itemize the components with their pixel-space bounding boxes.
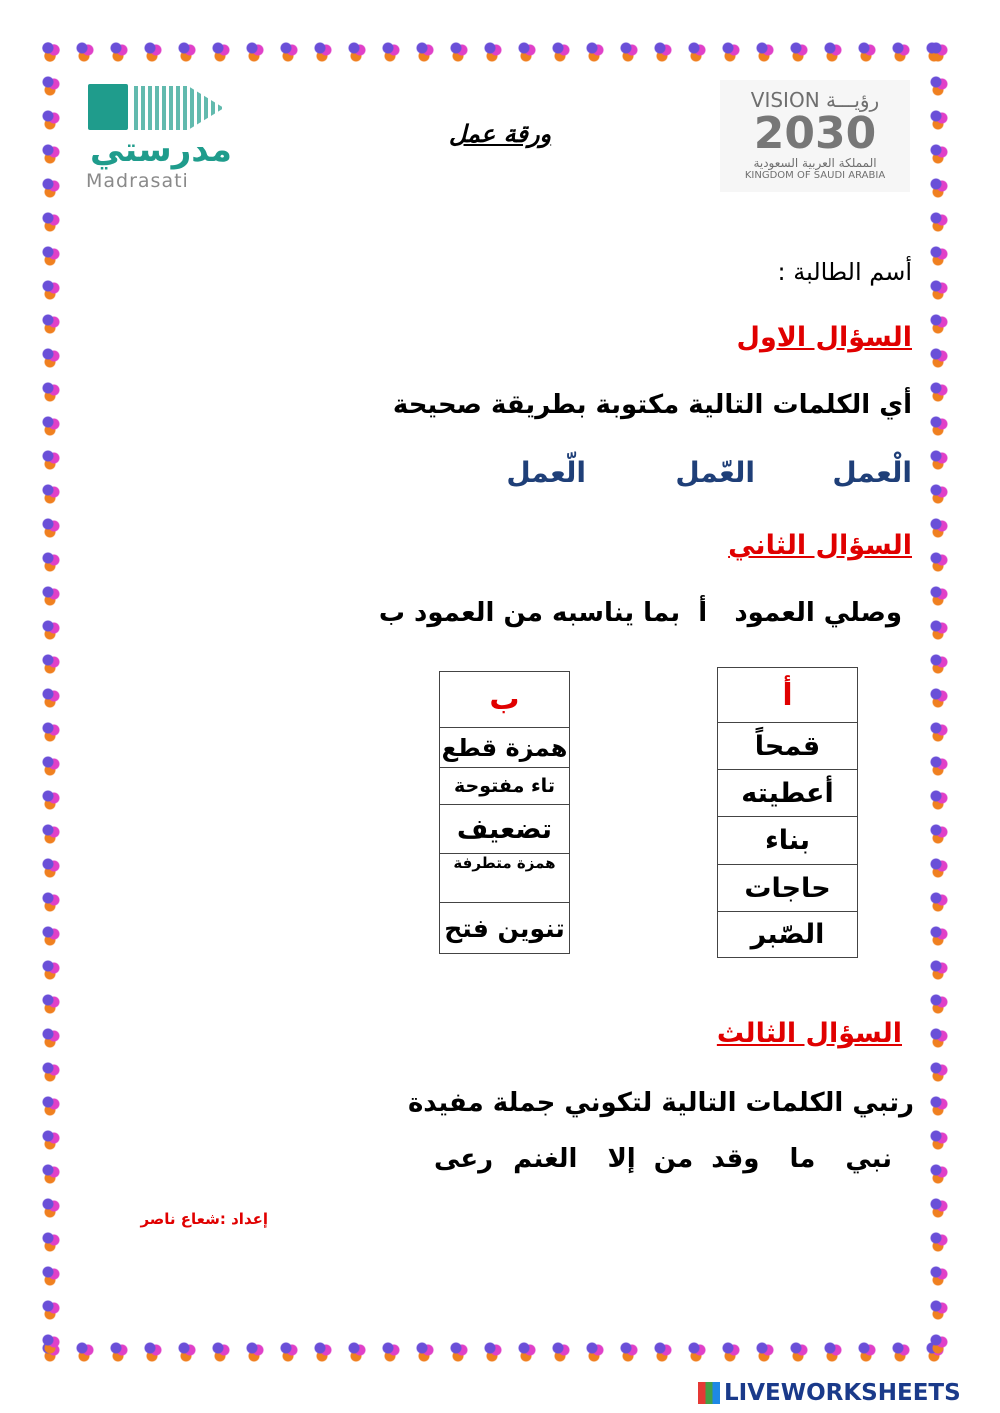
vision-2030-logo bbox=[720, 80, 910, 192]
logo-arabic: مدرستي bbox=[90, 130, 232, 170]
balloon-border-bottom bbox=[40, 1340, 960, 1364]
q2-heading: السؤال الثاني bbox=[728, 530, 912, 561]
column-b-header: ب bbox=[440, 672, 570, 728]
column-b-table bbox=[439, 671, 570, 954]
watermark-text: LIVEWORKSHEETS bbox=[724, 1380, 961, 1406]
q1-heading: السؤال الاول bbox=[736, 322, 912, 353]
column-a-item[interactable]: حاجات bbox=[718, 865, 858, 912]
book-icon bbox=[88, 84, 128, 130]
q1-option[interactable]: العّمل bbox=[675, 456, 755, 489]
q3-prompt: رتبي الكلمات التالية لتكوني جملة مفيدة bbox=[407, 1088, 914, 1118]
liveworksheets-watermark bbox=[698, 1380, 961, 1406]
q1-prompt: أي الكلمات التالية مكتوبة بطريقة صحيحة bbox=[392, 390, 912, 420]
vision-text: VISION رؤيـــة bbox=[750, 88, 880, 112]
page-title: ورقة عمل bbox=[448, 120, 552, 148]
word[interactable]: رعى bbox=[434, 1144, 494, 1174]
balloon-border-right bbox=[928, 40, 952, 1364]
column-a-item[interactable]: بناء bbox=[718, 817, 858, 865]
liveworksheets-logo-icon bbox=[698, 1382, 720, 1404]
column-a-item[interactable]: قمحاً bbox=[718, 723, 858, 770]
word[interactable]: إلا bbox=[607, 1144, 636, 1174]
logo-english: Madrasati bbox=[86, 170, 189, 192]
column-b-item[interactable]: همزة متطرفة bbox=[440, 854, 570, 903]
column-b-item[interactable]: تضعيف bbox=[440, 805, 570, 854]
logo-dots bbox=[134, 86, 224, 130]
column-a-header: أ bbox=[718, 668, 858, 723]
word[interactable]: ما bbox=[789, 1144, 816, 1174]
q2-prompt: وصلي العمود أ بما يناسبه من العمود ب bbox=[378, 598, 902, 628]
author-credit: إعداد :شعاع ناصر bbox=[140, 1210, 268, 1228]
vision-year: 2030 bbox=[753, 108, 877, 159]
word[interactable]: الغنم bbox=[513, 1144, 578, 1174]
column-b-item[interactable]: همزة قطع bbox=[440, 728, 570, 768]
kingdom-english: KINGDOM OF SAUDI ARABIA bbox=[744, 170, 886, 181]
column-a-item[interactable]: الصّبر bbox=[718, 912, 858, 958]
word[interactable]: نبي bbox=[845, 1144, 892, 1174]
column-b-item[interactable]: تنوين فتح bbox=[440, 903, 570, 954]
q3-words bbox=[434, 1144, 892, 1174]
q1-option[interactable]: الْعمل bbox=[832, 456, 912, 489]
word[interactable]: وقد bbox=[711, 1144, 760, 1174]
balloon-border-left bbox=[40, 40, 64, 1364]
balloon-border-top bbox=[40, 40, 960, 64]
column-a-table bbox=[717, 667, 858, 958]
column-b-item[interactable]: تاء مفتوحة bbox=[440, 768, 570, 805]
column-a-item[interactable]: أعطيته bbox=[718, 770, 858, 817]
kingdom-arabic: المملكة العربية السعودية bbox=[753, 156, 877, 170]
student-name-label: أسم الطالبة : bbox=[777, 258, 912, 286]
madrasati-logo bbox=[84, 80, 234, 190]
q1-option[interactable]: الّعمل bbox=[506, 456, 586, 489]
q3-heading: السؤال الثالث bbox=[716, 1018, 902, 1049]
word[interactable]: من bbox=[653, 1144, 694, 1174]
